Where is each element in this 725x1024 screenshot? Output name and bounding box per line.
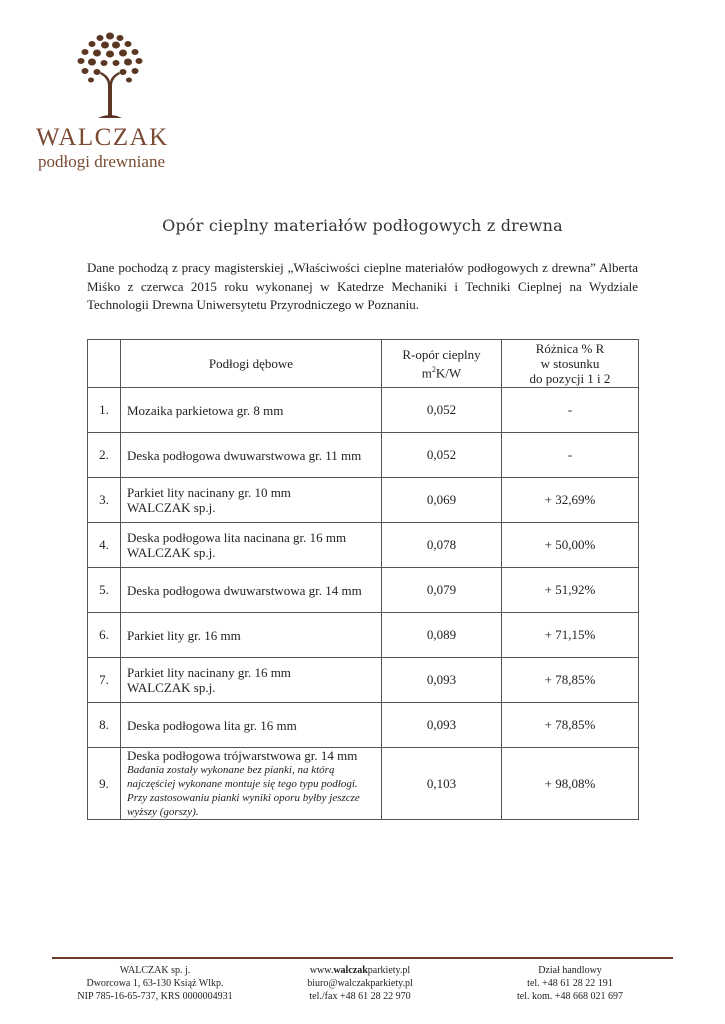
row-difference: + 71,15%	[502, 613, 639, 658]
row-name	[121, 613, 382, 658]
header-floor-type: Podłogi dębowe	[121, 340, 382, 388]
footer-contact	[265, 964, 455, 1003]
row-name	[121, 478, 382, 523]
row-name	[121, 388, 382, 433]
web-bold: walczak	[333, 965, 368, 976]
table-row	[88, 748, 639, 820]
document-title: Opór cieplny materiałów podłogowych z drewna	[162, 216, 563, 235]
row-name-line1: Deska podłogowa lita nacinana gr. 16 mm	[127, 530, 347, 545]
row-number: 8.	[88, 703, 121, 748]
row-difference: -	[502, 388, 639, 433]
header-diff-line3: do pozycji 1 i 2	[529, 371, 611, 386]
row-note: Badania zostały wykonane bez pianki, na którą najczęściej wykonane montuje się tego typu podłogi. Przy zastosowaniu pianki wyniki oporu byłby jeszcze wyższy (gorszy).	[127, 764, 360, 818]
header-r-unit-sup: 2	[431, 364, 436, 374]
header-r-unit-m: m	[421, 365, 432, 381]
row-name-line1: Mozaika parkietowa gr. 8 mm	[127, 402, 284, 418]
row-difference: + 78,85%	[502, 658, 639, 703]
table-row	[88, 613, 639, 658]
row-name-line2: WALCZAK sp.j.	[127, 545, 216, 560]
header-r-unit-kw: K/W	[435, 365, 462, 381]
row-difference: -	[502, 433, 639, 478]
footer-registration: NIP 785-16-65-737, KRS 0000004931	[77, 991, 233, 1002]
row-difference: + 98,08%	[502, 748, 639, 820]
row-r-value: 0,078	[382, 523, 502, 568]
header-difference	[502, 340, 639, 388]
footer-sales-mobile: tel. kom. +48 668 021 697	[517, 991, 623, 1002]
row-r-value: 0,052	[382, 433, 502, 478]
row-name	[121, 568, 382, 613]
row-name-line2: WALCZAK sp.j.	[127, 500, 216, 515]
row-difference: + 78,85%	[502, 703, 639, 748]
web-prefix: www.	[309, 965, 334, 976]
row-number: 4.	[88, 523, 121, 568]
row-number: 7.	[88, 658, 121, 703]
footer-address: Dworcowa 1, 63-130 Książ Wlkp.	[86, 978, 224, 989]
row-number: 6.	[88, 613, 121, 658]
intro-paragraph: Dane pochodzą z pracy magisterskiej „Właściwości cieplne materiałów podłogowych z drewna” Alberta Miśko z czerwca 2015 roku wykonanej w Katedrze Mechaniki i Techniki Cieplnej na Wydziale Technologii Drewna Uniwersytetu Przyrodniczego w Poznaniu.	[87, 260, 638, 312]
row-difference: + 32,69%	[502, 478, 639, 523]
row-name	[121, 658, 382, 703]
row-r-value: 0,093	[382, 658, 502, 703]
row-name-line1: Deska podłogowa lita gr. 16 mm	[127, 717, 297, 733]
table-row	[88, 703, 639, 748]
header-number	[88, 340, 121, 388]
row-name	[121, 748, 382, 820]
row-name	[121, 433, 382, 478]
row-r-value: 0,089	[382, 613, 502, 658]
brand-name: WALCZAK	[36, 124, 169, 151]
table-row	[88, 478, 639, 523]
row-number: 1.	[88, 388, 121, 433]
table-row	[88, 568, 639, 613]
web-suffix: parkiety.pl	[367, 965, 411, 976]
table-row	[88, 388, 639, 433]
row-name-line1: Parkiet lity nacinany gr. 10 mm	[127, 485, 291, 500]
row-name-line1: Parkiet lity gr. 16 mm	[127, 627, 241, 643]
row-number: 2.	[88, 433, 121, 478]
table-row	[88, 523, 639, 568]
row-difference: + 50,00%	[502, 523, 639, 568]
row-r-value: 0,052	[382, 388, 502, 433]
row-name-line1: Parkiet lity nacinany gr. 16 mm	[127, 665, 291, 680]
footer-fax: tel./fax +48 61 28 22 970	[309, 991, 411, 1002]
header-r-label: R-opór cieplny	[402, 346, 481, 362]
row-name	[121, 523, 382, 568]
footer-sales	[470, 964, 670, 1003]
footer-sales-phone: tel. +48 61 28 22 191	[527, 978, 613, 989]
footer-divider	[52, 957, 673, 959]
header-thermal-resistance	[382, 340, 502, 388]
header-diff-line1: Różnica % R	[535, 341, 605, 356]
row-name-line1: Deska podłogowa trójwarstwowa gr. 14 mm	[127, 748, 358, 763]
company-logo	[36, 28, 186, 171]
footer-company	[60, 964, 250, 1003]
table-row	[88, 658, 639, 703]
table-row	[88, 433, 639, 478]
row-name-line1: Deska podłogowa dwuwarstwowa gr. 14 mm	[127, 582, 362, 598]
tree-icon	[70, 28, 150, 124]
header-diff-line2: w stosunku	[540, 356, 600, 371]
footer-email-link[interactable]: biuro@walczakparkiety.pl	[307, 978, 413, 989]
row-r-value: 0,103	[382, 748, 502, 820]
row-name-line1: Deska podłogowa dwuwarstwowa gr. 11 mm	[127, 447, 362, 463]
row-name-line2: WALCZAK sp.j.	[127, 680, 216, 695]
table-header-row	[88, 340, 639, 388]
row-difference: + 51,92%	[502, 568, 639, 613]
footer-sales-heading: Dział handlowy	[538, 965, 602, 976]
row-r-value: 0,093	[382, 703, 502, 748]
footer-website-link[interactable]	[265, 964, 455, 977]
row-number: 3.	[88, 478, 121, 523]
row-name	[121, 703, 382, 748]
footer-company-name: WALCZAK sp. j.	[119, 965, 191, 976]
brand-subtitle: podłogi drewniane	[38, 152, 165, 171]
results-table	[87, 339, 639, 820]
row-number: 5.	[88, 568, 121, 613]
row-r-value: 0,069	[382, 478, 502, 523]
row-number: 9.	[88, 748, 121, 820]
row-r-value: 0,079	[382, 568, 502, 613]
